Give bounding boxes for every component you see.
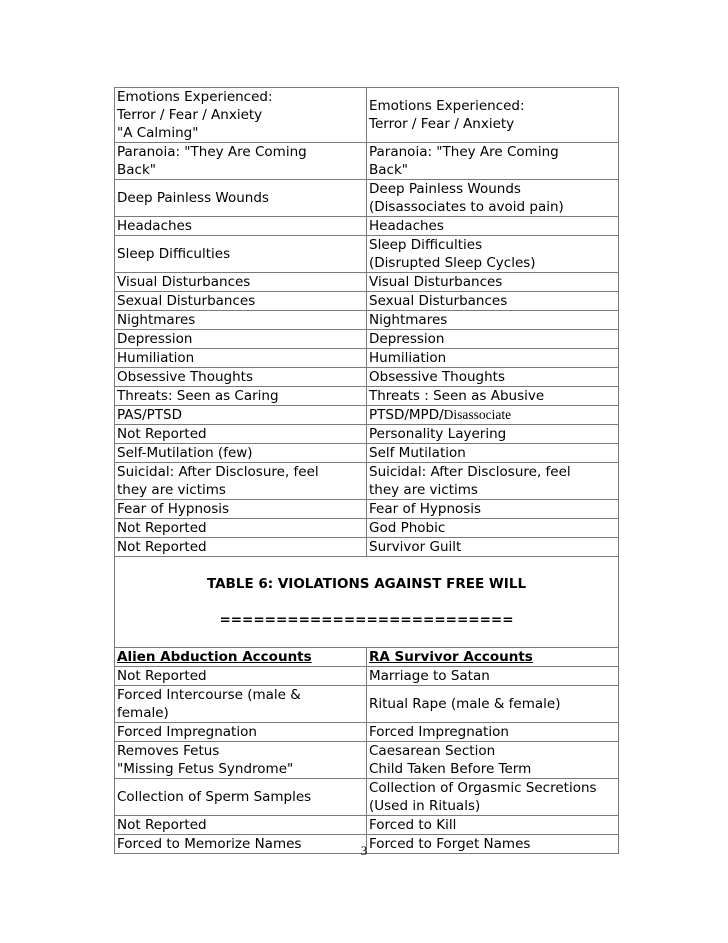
- table-row: [115, 519, 619, 538]
- table-row: [115, 742, 619, 779]
- cell-left: Fear of Hypnosis: [115, 500, 367, 519]
- cell-left: Headaches: [115, 217, 367, 236]
- cell-right: Forced to Forget Names: [367, 835, 619, 854]
- table-row: [115, 667, 619, 686]
- cell-left: Threats: Seen as Caring: [115, 387, 367, 406]
- table-row: [115, 500, 619, 519]
- cell-left: Forced Intercourse (male & female): [115, 686, 367, 723]
- cell-left: Not Reported: [115, 816, 367, 835]
- cell-right: Visual Disturbances: [367, 273, 619, 292]
- table-row: [115, 463, 619, 500]
- cell-left: Emotions Experienced: Terror / Fear / Anxiety "A Calming": [115, 88, 367, 143]
- violations-section: [115, 667, 619, 854]
- cell-left: Not Reported: [115, 538, 367, 557]
- cell-left: Nightmares: [115, 311, 367, 330]
- table-title-underline: ==========================: [219, 612, 514, 628]
- cell-left: Obsessive Thoughts: [115, 368, 367, 387]
- table-header-row: [115, 648, 619, 667]
- table-row: [115, 236, 619, 273]
- table-row: [115, 311, 619, 330]
- cell-right: Marriage to Satan: [367, 667, 619, 686]
- cell-right: Forced to Kill: [367, 816, 619, 835]
- cell-right: Paranoia: "They Are Coming Back": [367, 143, 619, 180]
- comparison-table: [114, 87, 619, 854]
- table6-title-section: [115, 557, 619, 667]
- cell-left: Forced to Memorize Names: [115, 835, 367, 854]
- cell-right: Obsessive Thoughts: [367, 368, 619, 387]
- table-row: [115, 444, 619, 463]
- table-row: [115, 273, 619, 292]
- table-row: [115, 368, 619, 387]
- page-number: 3: [360, 843, 368, 858]
- table-row: [115, 779, 619, 816]
- cell-right: [367, 406, 619, 425]
- cell-left: Suicidal: After Disclosure, feel they are victims: [115, 463, 367, 500]
- cell-right-text: PTSD/MPD/: [369, 407, 444, 423]
- cell-right: Depression: [367, 330, 619, 349]
- cell-left: Not Reported: [115, 519, 367, 538]
- table-title-row: [115, 557, 619, 648]
- cell-left: Deep Painless Wounds: [115, 180, 367, 217]
- cell-left: Humiliation: [115, 349, 367, 368]
- cell-right: Sleep Difficulties (Disrupted Sleep Cycles): [367, 236, 619, 273]
- cell-left: Forced Impregnation: [115, 723, 367, 742]
- table-row: [115, 723, 619, 742]
- cell-right: God Phobic: [367, 519, 619, 538]
- table-row: [115, 143, 619, 180]
- cell-right-serif-suffix: Disassociate: [443, 407, 512, 422]
- table-row: [115, 330, 619, 349]
- cell-right: Headaches: [367, 217, 619, 236]
- cell-left: Depression: [115, 330, 367, 349]
- cell-right: Collection of Orgasmic Secretions (Used in Rituals): [367, 779, 619, 816]
- cell-right: Sexual Disturbances: [367, 292, 619, 311]
- cell-left: Visual Disturbances: [115, 273, 367, 292]
- table-row: [115, 387, 619, 406]
- cell-right: Caesarean Section Child Taken Before Term: [367, 742, 619, 779]
- cell-right: Forced Impregnation: [367, 723, 619, 742]
- cell-left: Sleep Difficulties: [115, 236, 367, 273]
- table-row: [115, 538, 619, 557]
- cell-right: Humiliation: [367, 349, 619, 368]
- cell-left: Paranoia: "They Are Coming Back": [115, 143, 367, 180]
- table-row: [115, 349, 619, 368]
- cell-right: Emotions Experienced: Terror / Fear / Anxiety: [367, 88, 619, 143]
- table-row: [115, 88, 619, 143]
- cell-right: Self Mutilation: [367, 444, 619, 463]
- cell-left: PAS/PTSD: [115, 406, 367, 425]
- cell-left: Removes Fetus "Missing Fetus Syndrome": [115, 742, 367, 779]
- table-row: [115, 686, 619, 723]
- cell-right: Threats : Seen as Abusive: [367, 387, 619, 406]
- table-row: [115, 425, 619, 444]
- table-row: [115, 292, 619, 311]
- cell-right: Survivor Guilt: [367, 538, 619, 557]
- cell-right: Personality Layering: [367, 425, 619, 444]
- cell-right: Fear of Hypnosis: [367, 500, 619, 519]
- table-row: [115, 180, 619, 217]
- cell-right: Deep Painless Wounds (Disassociates to avoid pain): [367, 180, 619, 217]
- table-row: [115, 217, 619, 236]
- header-ra-survivor: RA Survivor Accounts: [367, 648, 619, 667]
- table-title-cell: [115, 557, 619, 648]
- cell-left: Not Reported: [115, 667, 367, 686]
- cell-right: Ritual Rape (male & female): [367, 686, 619, 723]
- cell-right: Suicidal: After Disclosure, feel they are victims: [367, 463, 619, 500]
- cell-left: Sexual Disturbances: [115, 292, 367, 311]
- cell-left: Self-Mutilation (few): [115, 444, 367, 463]
- table-title: TABLE 6: VIOLATIONS AGAINST FREE WILL: [206, 576, 527, 592]
- cell-left: Collection of Sperm Samples: [115, 779, 367, 816]
- cell-right: Nightmares: [367, 311, 619, 330]
- table-row: [115, 406, 619, 425]
- header-alien-abduction: Alien Abduction Accounts: [115, 648, 367, 667]
- table-row: [115, 816, 619, 835]
- cell-left: Not Reported: [115, 425, 367, 444]
- symptoms-section: [115, 88, 619, 557]
